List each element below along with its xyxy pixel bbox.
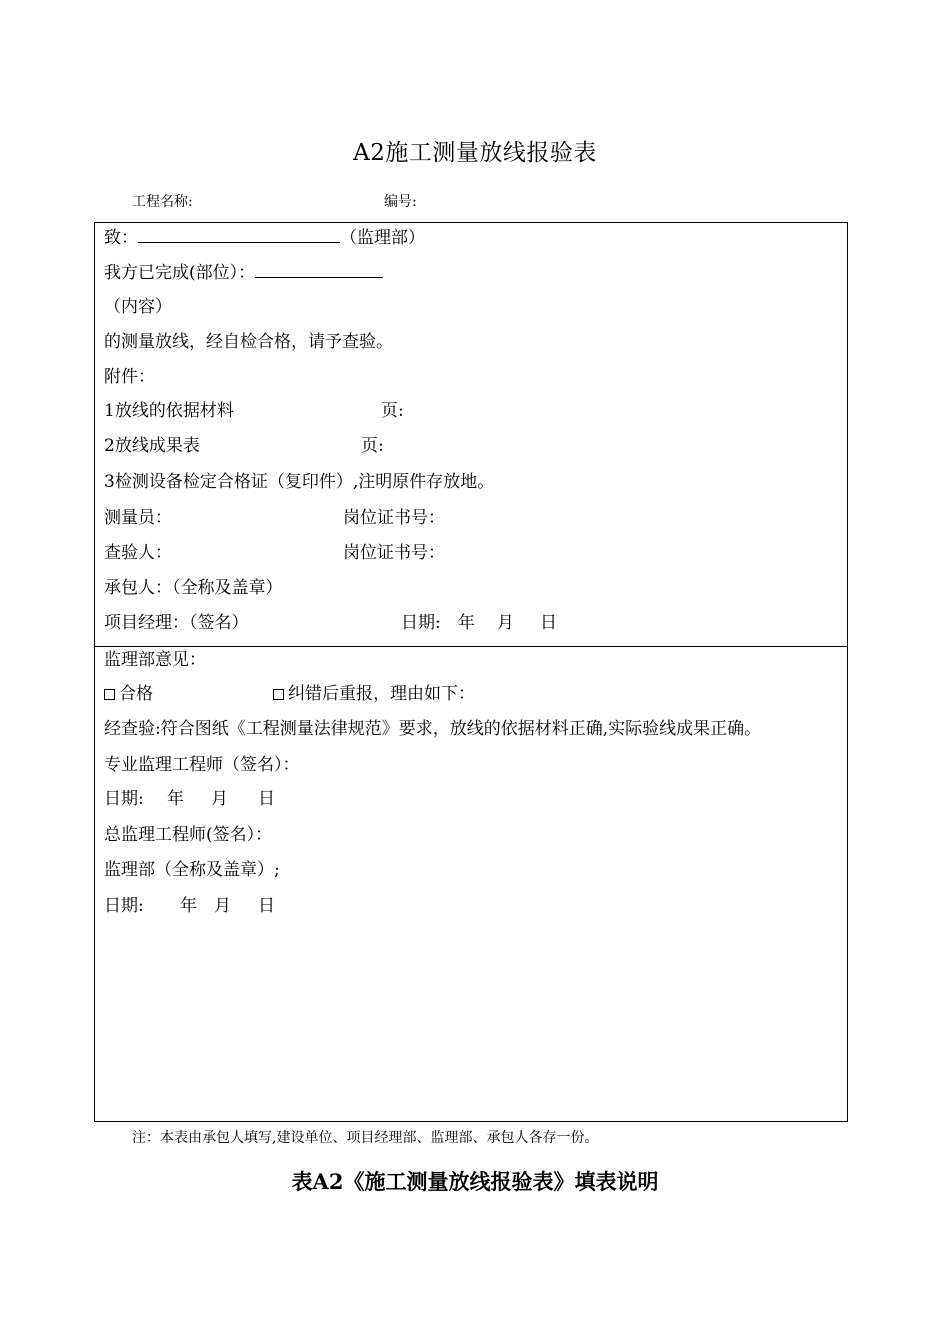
instructions-title: 表A2《施工测量放线报验表》填表说明 [291,1169,659,1194]
to-label: 致： [104,228,138,248]
fix-option[interactable] [273,683,475,705]
report-form [94,222,848,1122]
chief-date-label: 日期: [104,896,144,916]
attachment-3: 3检测设备检定合格证（复印件）,注明原件存放地。 [104,472,495,492]
manager-date-label: 日期: [401,613,441,633]
section-divider [95,646,847,647]
content-label: （内容） [104,297,172,317]
attachment-1: 1放线的依据材料 [104,401,234,421]
to-suffix: （监理部） [340,228,425,248]
fix-checkbox[interactable] [273,689,284,700]
engineer-date-month: 月 [211,789,228,809]
code-label: 编号: [384,194,417,210]
attachment-2-page: 页: [361,436,384,456]
engineer-label: 专业监理工程师（签名）： [104,755,300,775]
engineer-date-day: 日 [258,789,275,809]
chief-date-month: 月 [214,896,231,916]
completed-row [104,261,383,284]
pass-option[interactable] [104,683,153,705]
surveyor-cert-label: 岗位证书号： [343,508,445,528]
attachments-label: 附件： [104,367,155,387]
chief-label: 总监理工程师(签名）： [104,825,273,845]
manager-date-month: 月 [497,613,514,633]
contractor-label: 承包人：（全称及盖章） [104,578,283,598]
to-blank-field[interactable] [138,226,340,243]
attachment-2: 2放线成果表 [104,436,200,456]
inspector-cert-label: 岗位证书号： [343,543,445,563]
footnote: 注：本表由承包人填写,建设单位、项目经理部、监理部、承包人各存一份。 [132,1130,599,1146]
project-name-label: 工程名称: [132,194,193,210]
finding-text: 经查验:符合图纸《工程测量法律规范》要求，放线的依据材料正确,实际验线成果正确。 [104,719,762,739]
engineer-date-year: 年 [167,789,184,809]
inspector-label: 查验人： [104,543,172,563]
statement-text: 的测量放线，经自检合格，请予查验。 [104,332,393,352]
engineer-date-label: 日期: [104,789,144,809]
fix-option-label: 纠错后重报，理由如下： [288,684,475,704]
opinion-label: 监理部意见： [104,650,206,670]
attachment-1-page: 页: [381,401,404,421]
part-blank-field[interactable] [255,261,383,278]
to-row [104,226,425,249]
manager-date-day: 日 [540,613,557,633]
manager-label: 项目经理：（签名） [104,613,249,633]
pass-option-label: 合格 [119,684,153,704]
pass-checkbox[interactable] [104,689,115,700]
chief-date-day: 日 [258,896,275,916]
manager-date-year: 年 [458,613,475,633]
completed-label: 我方已完成(部位）： [104,263,256,283]
chief-date-year: 年 [180,896,197,916]
page-title: A2施工测量放线报验表 [353,140,597,166]
dept-label: 监理部（全称及盖章）; [104,860,280,880]
surveyor-label: 测量员： [104,508,172,528]
